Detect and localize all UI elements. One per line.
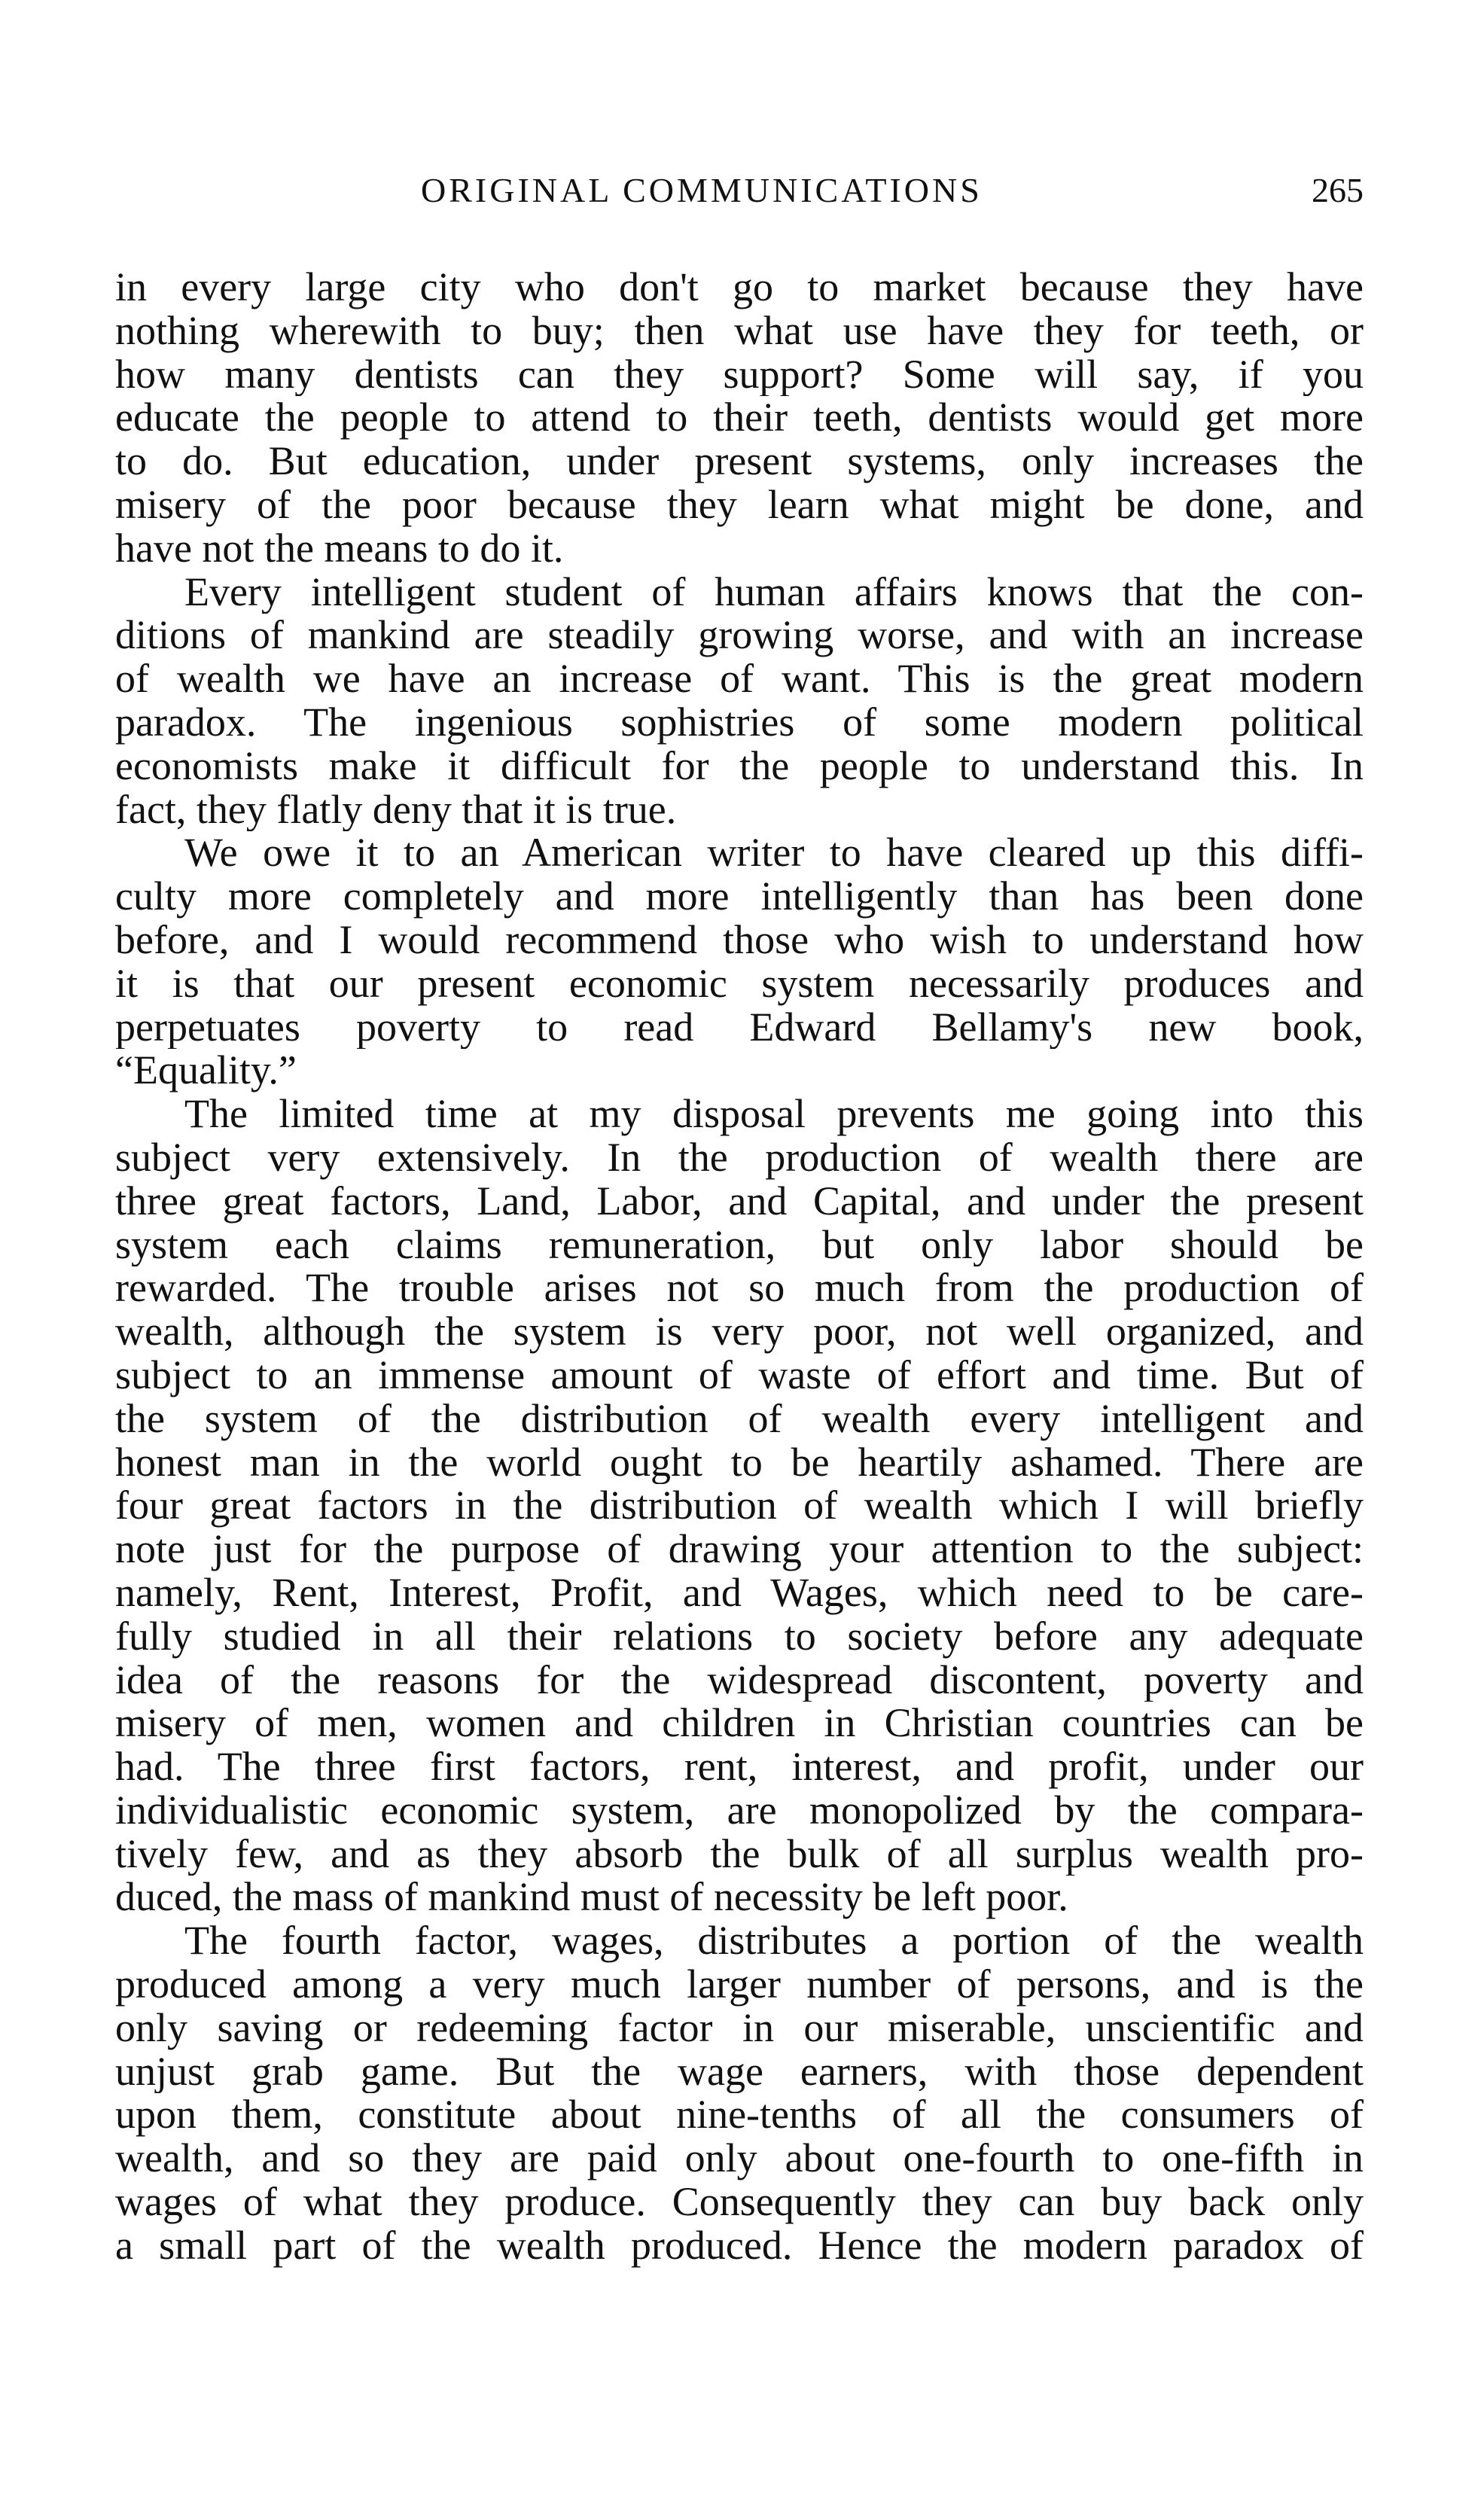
text-line: three great factors, Land, Labor, and Capital, and under the present — [115, 1179, 1364, 1224]
text-line: misery of men, women and children in Christian countries can be — [115, 1702, 1364, 1746]
text-line: four great factors in the distribution of wealth which I will briefly — [115, 1484, 1364, 1528]
text-line: educate the people to attend to their teeth, dentists would get more — [115, 396, 1364, 440]
text-line: wages of what they produce. Consequently they can buy back only — [115, 2180, 1364, 2224]
text-line: subject to an immense amount of waste of effort and time. But of — [115, 1353, 1364, 1397]
text-line: “Equality.” — [115, 1049, 297, 1093]
paragraph — [115, 831, 1364, 1093]
page-number: 265 — [1312, 171, 1364, 209]
text-line: a small part of the wealth produced. Hence the modern paradox of — [115, 2223, 1364, 2268]
text-line: how many dentists can they support? Some will say, if you — [115, 352, 1364, 397]
text-line: misery of the poor because they learn what might be done, and — [115, 483, 1364, 527]
running-title: ORIGINAL COMMUNICATIONS — [421, 171, 983, 209]
text-line: perpetuates poverty to read Edward Bellamy's new book, — [115, 1005, 1364, 1050]
text-line: wealth, although the system is very poor, not well organized, and — [115, 1310, 1364, 1354]
text-line: individualistic economic system, are monopolized by the compara- — [115, 1788, 1364, 1833]
text-line: fact, they flatly deny that it is true. — [115, 788, 677, 832]
text-line: system each claims remuneration, but only labor should be — [115, 1223, 1364, 1267]
text-line: The fourth factor, wages, distributes a portion of the wealth — [184, 1919, 1364, 1964]
text-line: wealth, and so they are paid only about one-fourth to one-fifth in — [115, 2137, 1364, 2181]
text-line: nothing wherewith to buy; then what use have they for teeth, or — [115, 309, 1364, 353]
text-line: upon them, constitute about nine-tenths of all the consumers of — [115, 2093, 1364, 2138]
text-line: namely, Rent, Interest, Profit, and Wages, which need to be care- — [115, 1571, 1364, 1615]
text-line: have not the means to do it. — [115, 526, 564, 571]
text-line: in every large city who don't go to market because they have — [115, 266, 1364, 309]
text-line: unjust grab game. But the wage earners, with those dependent — [115, 2049, 1364, 2094]
article-body — [115, 266, 1364, 2268]
text-line: to do. But education, under present systems, only increases the — [115, 440, 1364, 483]
text-line: before, and I would recommend those who wish to understand how — [115, 918, 1364, 962]
text-line: it is that our present economic system necessarily produces and — [115, 961, 1364, 1006]
paragraph — [115, 266, 1364, 571]
text-line: duced, the mass of mankind must of necessity be left poor. — [115, 1876, 1068, 1920]
text-line: subject very extensively. In the production of wealth there are — [115, 1135, 1364, 1180]
text-line: only saving or redeeming factor in our miserable, unscientific and — [115, 2006, 1364, 2050]
running-header — [115, 167, 1364, 214]
text-line: tively few, and as they absorb the bulk of all surplus wealth pro- — [115, 1832, 1364, 1876]
text-line: ditions of mankind are steadily growing worse, and with an increase — [115, 614, 1364, 658]
text-line: fully studied in all their relations to society before any adequate — [115, 1614, 1364, 1659]
paragraph — [115, 1919, 1364, 2267]
text-line: note just for the purpose of drawing your attention to the subject: — [115, 1528, 1364, 1571]
text-line: The limited time at my disposal prevents me going into this — [184, 1093, 1364, 1136]
text-line: of wealth we have an increase of want. This is the great modern — [115, 657, 1364, 701]
text-line: idea of the reasons for the widespread discontent, poverty and — [115, 1658, 1364, 1702]
text-line: the system of the distribution of wealth every intelligent and — [115, 1397, 1364, 1441]
text-line: economists make it difficult for the people to understand this. In — [115, 744, 1364, 788]
text-line: honest man in the world ought to be heartily ashamed. There are — [115, 1440, 1364, 1485]
text-line: produced among a very much larger number of persons, and is the — [115, 1963, 1364, 2007]
text-line: Every intelligent student of human affairs knows that the con- — [184, 570, 1364, 614]
paragraph — [115, 571, 1364, 832]
text-line: paradox. The ingenious sophistries of some modern political — [115, 700, 1364, 745]
text-line: had. The three first factors, rent, interest, and profit, under our — [115, 1745, 1364, 1789]
text-line: We owe it to an American writer to have cleared up this diffi- — [184, 831, 1364, 876]
text-line: culty more completely and more intelligently than has been done — [115, 875, 1364, 919]
paragraph — [115, 1093, 1364, 1919]
text-line: rewarded. The trouble arises not so much from the production of — [115, 1266, 1364, 1311]
